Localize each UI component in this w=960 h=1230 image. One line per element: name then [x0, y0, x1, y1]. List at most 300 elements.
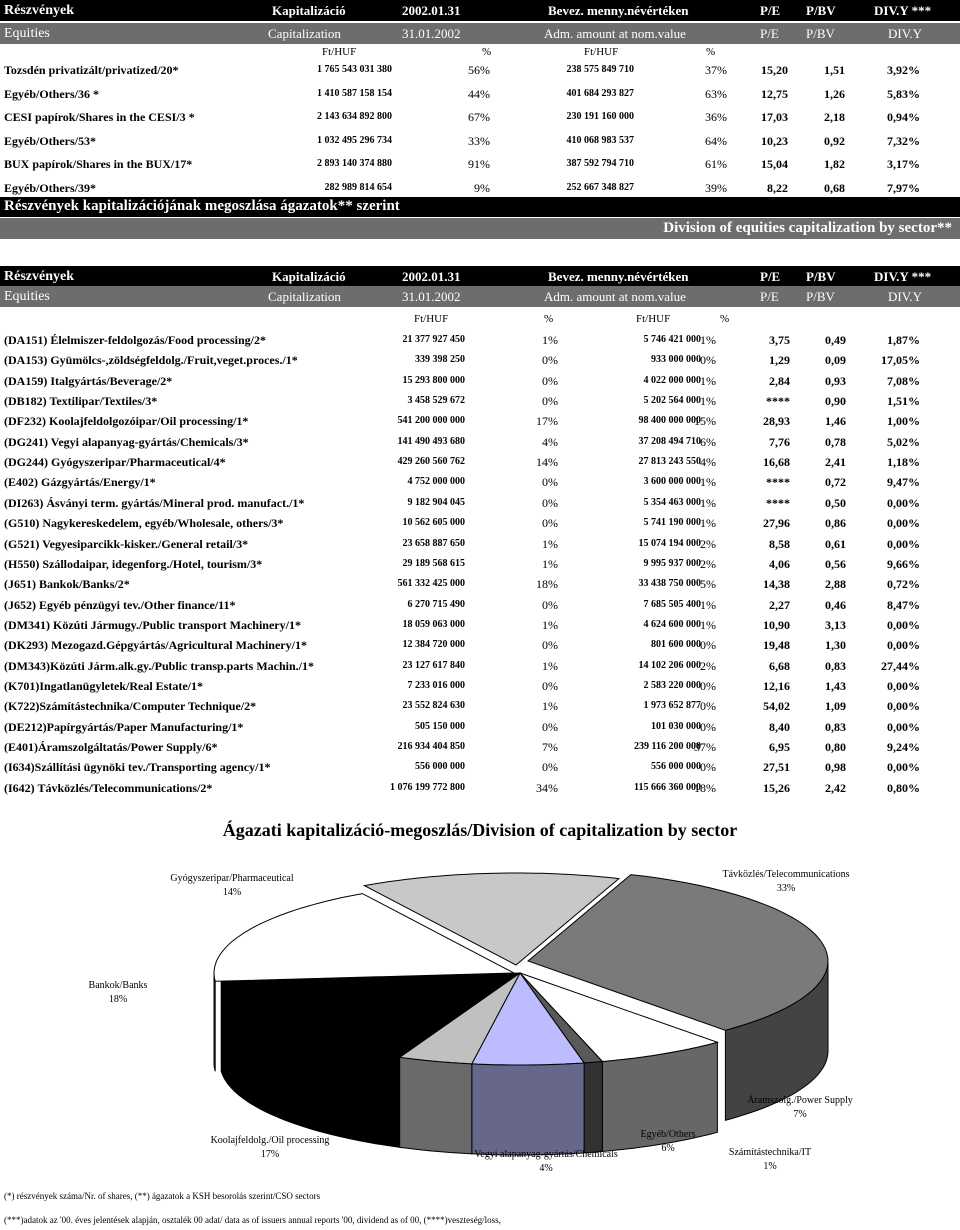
div-value: 5,83% — [887, 86, 920, 101]
pe-value: 19,48 — [763, 638, 790, 653]
cap-value: 15 293 800 000 — [402, 374, 465, 386]
unit-nom: Ft/HUF — [636, 313, 671, 325]
nom-value: 252 667 348 827 — [566, 181, 634, 193]
nom-pct: 63% — [705, 86, 727, 101]
div-value: 0,00% — [887, 516, 920, 531]
cap-pct: 0% — [542, 475, 558, 490]
row-label: (DA151) Élelmiszer-feldolgozás/Food processing/2* — [4, 333, 266, 347]
cap-pct: 34% — [536, 780, 558, 795]
pie-label — [180, 1134, 360, 1162]
cap-value: 9 182 904 045 — [407, 496, 465, 508]
div-value: 0,80% — [887, 780, 920, 795]
row-label: (DA153) Gyümölcs-,zöldségfeldolg./Fruit,veget.proces./1* — [4, 353, 298, 368]
pe-value: 17,03 — [761, 110, 788, 124]
row-label: (DB182) Textilipar/Textiles/3* — [4, 394, 158, 409]
cap-pct: 33% — [468, 133, 490, 148]
cap-pct: 7% — [542, 740, 558, 754]
pie-wall — [214, 973, 215, 1071]
cap-pct: 67% — [468, 110, 490, 124]
cap-pct: 0% — [542, 760, 558, 775]
header-pbv: P/BV — [806, 289, 835, 304]
pe-value: 28,93 — [763, 414, 790, 429]
cap-value: 3 458 529 672 — [407, 395, 465, 407]
cap-pct: 1% — [542, 699, 558, 714]
pbv-value: 0,90 — [825, 394, 846, 409]
nom-value: 4 022 000 000 — [643, 374, 701, 386]
cap-pct: 14% — [536, 455, 558, 470]
table-row — [0, 352, 960, 372]
table-row — [0, 156, 960, 176]
pe-value: 12,75 — [761, 86, 788, 101]
nom-pct: 6% — [700, 434, 716, 449]
cap-pct: 56% — [468, 63, 490, 77]
pbv-value: 2,41 — [825, 455, 846, 470]
pbv-value: 0,49 — [825, 333, 846, 347]
pbv-value: 1,46 — [825, 414, 846, 429]
unit-cap-pct: % — [544, 313, 554, 325]
div-value: 17,05% — [881, 353, 920, 368]
table-row — [0, 556, 960, 576]
nom-pct: 0% — [700, 678, 716, 693]
pbv-value: 0,98 — [825, 760, 846, 775]
nom-value: 5 746 421 000 — [643, 334, 701, 345]
section-subtitle-band — [0, 218, 960, 239]
div-value: 0,00% — [887, 719, 920, 734]
nom-pct: 0% — [700, 353, 716, 368]
nom-value: 401 684 293 827 — [566, 87, 634, 99]
nom-pct: 61% — [705, 157, 727, 171]
header-title: Equities — [4, 26, 50, 41]
pie-label-value: 4% — [539, 1163, 553, 1174]
row-label: (DE212)Papírgyártás/Paper Manufacturing/1* — [4, 719, 244, 734]
div-value: 0,94% — [887, 110, 920, 124]
table-row — [0, 576, 960, 596]
nom-pct: 1% — [700, 373, 716, 388]
div-value: 1,00% — [887, 414, 920, 429]
nom-value: 115 666 360 000 — [634, 781, 701, 793]
section-title-band — [0, 197, 960, 217]
header-pe: P/E — [760, 26, 779, 41]
pbv-value: 1,09 — [825, 699, 846, 714]
chart-title: Ágazati kapitalizáció-megoszlás/Division of capitalization by sector — [222, 820, 738, 840]
pbv-value: 1,82 — [824, 157, 845, 171]
pe-value: 8,58 — [769, 536, 790, 551]
div-value: 0,72% — [887, 577, 920, 592]
header-pe: P/E — [760, 3, 781, 18]
pe-value: 12,16 — [763, 678, 790, 693]
row-label: BUX papírok/Shares in the BUX/17* — [4, 157, 193, 171]
header-pbv: P/BV — [806, 26, 835, 41]
table-row — [0, 62, 960, 82]
table-row — [0, 536, 960, 556]
cap-pct: 0% — [542, 597, 558, 612]
div-value: 1,18% — [887, 455, 920, 470]
nom-value: 5 354 463 000 — [643, 496, 701, 508]
header-bevez: Adm. amount at nom.value — [544, 289, 686, 304]
div-value: 7,32% — [887, 133, 920, 148]
top-header-en — [0, 23, 960, 44]
pbv-value: 1,51 — [824, 63, 845, 77]
pe-value: 8,40 — [769, 719, 790, 734]
div-value: 1,87% — [887, 333, 920, 347]
pie-label-value: 18% — [108, 994, 128, 1005]
pie-label-name: Számítástechnika/IT — [728, 1147, 812, 1158]
row-label: (K722)Számítástechnika/Computer Technique/2* — [4, 699, 257, 714]
pie-label-value: 6% — [661, 1143, 675, 1154]
nom-value: 4 624 600 000 — [643, 618, 701, 630]
pbv-value: 0,72 — [825, 475, 846, 490]
row-label: (DG244) Gyógyszeripar/Pharmaceutical/4* — [4, 455, 226, 470]
nom-pct: 1% — [700, 333, 716, 347]
nom-pct: 36% — [705, 110, 727, 124]
div-value: 27,44% — [881, 658, 920, 673]
div-value: 1,51% — [887, 394, 920, 409]
pe-value: 27,96 — [763, 516, 790, 531]
table-row — [0, 474, 960, 494]
pe-value: 15,04 — [761, 157, 788, 171]
nom-value: 98 400 000 000 — [638, 415, 701, 427]
pie-label — [710, 1094, 890, 1122]
pie-label-name: Egyéb/Others — [640, 1129, 696, 1140]
cap-value: 23 552 824 630 — [402, 700, 465, 712]
nom-value: 33 438 750 000 — [638, 578, 701, 590]
cap-pct: 0% — [542, 516, 558, 531]
pe-value: **** — [766, 495, 790, 510]
pbv-value: 2,18 — [824, 110, 845, 124]
nom-pct: 4% — [700, 455, 716, 470]
header-div: DIV.Y *** — [874, 3, 932, 18]
row-label: (J652) Egyéb pénzügyi tev./Other finance/11* — [4, 597, 236, 612]
row-label: (G521) Vegyesiparcikk-kisker./General retail/3* — [4, 536, 249, 551]
div-value: 7,08% — [887, 373, 920, 388]
unit-nom-pct: % — [720, 313, 730, 325]
pe-value: 15,26 — [763, 780, 790, 795]
header-cap: Kapitalizáció — [272, 269, 346, 284]
table-row — [0, 373, 960, 393]
table-row — [0, 658, 960, 678]
header-cap: Capitalization — [268, 26, 341, 41]
sector-header-en — [0, 286, 960, 307]
pe-value: 7,76 — [769, 434, 790, 449]
pe-value: 6,68 — [769, 658, 790, 673]
table-row — [0, 698, 960, 718]
cap-value: 141 490 493 680 — [397, 435, 465, 447]
div-value: 0,00% — [887, 638, 920, 653]
cap-value: 12 384 720 000 — [402, 639, 465, 651]
cap-pct: 0% — [542, 719, 558, 734]
pie-label — [696, 868, 876, 896]
header-pbv: P/BV — [806, 3, 836, 18]
cap-value: 18 059 063 000 — [402, 618, 465, 630]
pbv-value: 2,88 — [825, 577, 846, 592]
cap-pct: 1% — [542, 556, 558, 571]
div-value: 9,47% — [887, 475, 920, 490]
pe-value: 54,02 — [763, 699, 790, 714]
header-pe: P/E — [760, 269, 781, 284]
row-label: CESI papírok/Shares in the CESI/3 * — [4, 110, 195, 124]
pbv-value: 0,68 — [824, 180, 845, 195]
nom-value: 556 000 000 — [651, 761, 701, 773]
header-title: Részvények — [4, 269, 74, 284]
pbv-value: 1,43 — [825, 678, 846, 693]
nom-pct: 37% — [694, 740, 716, 754]
nom-value: 933 000 000 — [651, 354, 701, 366]
pie-label — [142, 872, 322, 900]
nom-value: 7 685 505 400 — [643, 598, 701, 610]
cap-value: 7 233 016 000 — [407, 679, 465, 691]
cap-pct: 1% — [542, 536, 558, 551]
row-label: Egyéb/Others/53* — [4, 133, 96, 148]
pe-value: 27,51 — [763, 760, 790, 775]
nom-pct: 0% — [700, 638, 716, 653]
row-label: Egyéb/Others/36 * — [4, 86, 99, 101]
table-row — [0, 515, 960, 535]
cap-value: 1 076 199 772 800 — [390, 781, 465, 793]
row-label: (DG241) Vegyi alapanyag-gyártás/Chemicals/3* — [4, 434, 249, 449]
row-label: (DF232) Koolajfeldolgozóipar/Oil processing/1* — [4, 414, 249, 429]
cap-pct: 1% — [542, 658, 558, 673]
div-value: 0,00% — [887, 678, 920, 693]
div-value: 9,24% — [887, 740, 920, 754]
pbv-value: 0,83 — [825, 658, 846, 673]
nom-pct: 1% — [700, 617, 716, 632]
row-label: (DM343)Közúti Járm.alk.gy./Public transp.parts Machin./1* — [4, 658, 314, 673]
pe-value: 8,22 — [767, 180, 788, 195]
pe-value: 14,38 — [763, 577, 790, 592]
pe-value: 3,75 — [769, 333, 790, 347]
pe-value: **** — [766, 475, 790, 490]
div-value: 0,00% — [887, 617, 920, 632]
pie-wall — [472, 1063, 584, 1155]
cap-pct: 9% — [474, 180, 490, 195]
table-row — [0, 332, 960, 352]
nom-value: 37 208 494 710 — [638, 435, 701, 447]
cap-pct: 0% — [542, 373, 558, 388]
cap-pct: 17% — [536, 414, 558, 429]
table-row — [0, 780, 960, 800]
div-value: 3,17% — [887, 157, 920, 171]
header-title: Equities — [4, 289, 50, 304]
table-row — [0, 719, 960, 739]
table-row — [0, 393, 960, 413]
row-label: Egyéb/Others/39* — [4, 180, 96, 195]
row-label: (E401)Áramszolgáltatás/Power Supply/6* — [4, 740, 218, 754]
header-bevez: Adm. amount at nom.value — [544, 26, 686, 41]
nom-value: 230 191 160 000 — [566, 111, 634, 122]
cap-pct: 0% — [542, 394, 558, 409]
header-div: DIV.Y — [888, 26, 923, 41]
table-row — [0, 133, 960, 153]
footnote-2: (***)adatok az '00. éves jelentések alapján, osztalék 00 adat/ data as of issuers annual reports '00, dividend as of 00, (****)veszteség/loss, — [4, 1215, 501, 1225]
row-label: (E402) Gázgyártás/Energy/1* — [4, 475, 156, 490]
nom-pct: 2% — [700, 536, 716, 551]
header-pe: P/E — [760, 289, 779, 304]
pie-label-name: Áramszolg./Power Supply — [747, 1095, 853, 1106]
table-row — [0, 109, 960, 129]
row-label: (I634)Szállítási ügynöki tev./Transporting agency/1* — [4, 760, 271, 775]
row-label: (DI263) Ásványi term. gyártás/Mineral prod. manufact./1* — [4, 495, 305, 510]
cap-value: 2 893 140 374 880 — [317, 158, 392, 169]
unit-cap: Ft/HUF — [414, 313, 449, 325]
pbv-value: 0,56 — [825, 556, 846, 571]
nom-value: 14 102 206 000 — [638, 659, 701, 671]
pbv-value: 0,92 — [824, 133, 845, 148]
row-label: (J651) Bankok/Banks/2* — [4, 577, 130, 592]
nom-value: 5 741 190 000 — [643, 517, 701, 529]
table-row — [0, 637, 960, 657]
pie-label-name: Koolajfeldolg./Oil processing — [210, 1135, 330, 1146]
nom-value: 801 600 000 — [651, 639, 701, 651]
pbv-value: 0,78 — [825, 434, 846, 449]
header-pbv: P/BV — [806, 269, 836, 284]
cap-value: 23 658 887 650 — [402, 537, 465, 549]
cap-value: 1 410 587 158 154 — [317, 87, 392, 99]
pbv-value: 1,30 — [825, 638, 846, 653]
nom-pct: 64% — [705, 133, 727, 148]
nom-value: 239 116 200 000 — [634, 741, 701, 752]
sector-header-hu — [0, 266, 960, 287]
nom-pct: 1% — [700, 495, 716, 510]
nom-value: 9 995 937 000 — [643, 557, 701, 569]
table-row — [0, 617, 960, 637]
pie-label-value: 33% — [776, 883, 796, 894]
header-date: 31.01.2002 — [402, 26, 461, 41]
cap-pct: 44% — [468, 86, 490, 101]
pie-label-name: Bankok/Banks — [88, 980, 148, 991]
pbv-value: 0,50 — [825, 495, 846, 510]
table-row — [0, 413, 960, 433]
table-row — [0, 678, 960, 698]
nom-pct: 2% — [700, 556, 716, 571]
div-value: 0,00% — [887, 699, 920, 714]
cap-value: 429 260 560 762 — [397, 456, 465, 468]
cap-value: 1 032 495 296 734 — [317, 134, 392, 146]
cap-value: 339 398 250 — [415, 354, 465, 366]
unit-cap: Ft/HUF — [322, 46, 357, 58]
nom-pct: 39% — [705, 180, 727, 195]
div-value: 7,97% — [887, 180, 920, 195]
nom-value: 410 068 983 537 — [566, 134, 634, 146]
pie-label-value: 17% — [260, 1149, 280, 1160]
units-row — [0, 46, 960, 60]
pbv-value: 0,46 — [825, 597, 846, 612]
pe-value: 6,95 — [769, 740, 790, 754]
pie-wall — [400, 1057, 472, 1154]
nom-pct: 15% — [694, 414, 716, 429]
cap-pct: 18% — [536, 577, 558, 592]
cap-value: 1 765 543 031 380 — [317, 64, 392, 75]
section-title-hu: Részvények kapitalizációjának megoszlása ágazatok** szerint — [4, 198, 400, 214]
header-date: 2002.01.31 — [402, 269, 461, 284]
top-header-hu — [0, 0, 960, 21]
cap-value: 561 332 425 000 — [397, 578, 465, 590]
nom-pct: 0% — [700, 699, 716, 714]
pie-label-value: 14% — [222, 887, 242, 898]
header-div: DIV.Y — [888, 289, 923, 304]
pie-label — [456, 1148, 636, 1176]
sector-units-row — [0, 313, 960, 327]
pie-label — [28, 979, 208, 1007]
cap-pct: 0% — [542, 353, 558, 368]
header-title: Részvények — [4, 3, 74, 18]
nom-value: 3 600 000 000 — [643, 476, 701, 488]
cap-value: 23 127 617 840 — [402, 659, 465, 671]
cap-value: 21 377 927 450 — [402, 334, 465, 345]
pe-value: 2,27 — [769, 597, 790, 612]
cap-value: 10 562 605 000 — [402, 517, 465, 529]
unit-nom-pct: % — [706, 46, 716, 58]
row-label: (K701)Ingatlanügyletek/Real Estate/1* — [4, 678, 203, 693]
div-value: 0,00% — [887, 760, 920, 775]
table-row — [0, 495, 960, 515]
pbv-value: 0,86 — [825, 516, 846, 531]
header-bevez: Bevez. menny.névértéken — [548, 3, 689, 18]
table-row — [0, 86, 960, 106]
pie-label-name: Gyógyszeripar/Pharmaceutical — [170, 873, 294, 884]
pbv-value: 3,13 — [825, 617, 846, 632]
pbv-value: 0,61 — [825, 536, 846, 551]
cap-pct: 1% — [542, 617, 558, 632]
cap-value: 6 270 715 490 — [407, 598, 465, 610]
nom-pct: 0% — [700, 760, 716, 775]
pe-value: 10,90 — [763, 617, 790, 632]
pe-value: 10,23 — [761, 133, 788, 148]
row-label: (DK293) Mezogazd.Gépgyártás/Agricultural Machinery/1* — [4, 638, 307, 653]
footnote-1: (*) részvények száma/Nr. of shares, (**) ágazatok a KSH besorolás szerint/CSO sectors — [4, 1191, 321, 1201]
pbv-value: 1,26 — [824, 86, 845, 101]
cap-value: 556 000 000 — [415, 761, 465, 773]
unit-nom: Ft/HUF — [584, 46, 619, 58]
pbv-value: 0,09 — [825, 353, 846, 368]
nom-pct: 1% — [700, 516, 716, 531]
cap-value: 4 752 000 000 — [407, 476, 465, 488]
cap-value: 2 143 634 892 800 — [317, 111, 392, 122]
pbv-value: 0,93 — [825, 373, 846, 388]
div-value: 9,66% — [887, 556, 920, 571]
div-value: 3,92% — [887, 63, 920, 77]
header-div: DIV.Y *** — [874, 269, 932, 284]
table-row — [0, 454, 960, 474]
nom-pct: 37% — [705, 63, 727, 77]
pbv-value: 0,80 — [825, 740, 846, 754]
div-value: 8,47% — [887, 597, 920, 612]
pbv-value: 2,42 — [825, 780, 846, 795]
header-date: 2002.01.31 — [402, 3, 461, 18]
section-title-en: Division of equities capitalization by sector** — [663, 220, 952, 236]
table-row — [0, 434, 960, 454]
cap-value: 282 989 814 654 — [324, 181, 392, 193]
pbv-value: 0,83 — [825, 719, 846, 734]
div-value: 0,00% — [887, 536, 920, 551]
nom-value: 101 030 000 — [651, 720, 701, 732]
table-row — [0, 759, 960, 779]
cap-value: 216 934 404 850 — [397, 741, 465, 752]
nom-value: 387 592 794 710 — [566, 158, 634, 169]
row-label: (H550) Szállodaipar, idegenforg./Hotel, tourism/3* — [4, 556, 263, 571]
cap-pct: 4% — [542, 434, 558, 449]
cap-value: 541 200 000 000 — [397, 415, 465, 427]
nom-pct: 5% — [700, 577, 716, 592]
pie-label-name: Vegyi alapanyag-gyártás/Chemicals — [474, 1149, 618, 1160]
header-bevez: Bevez. menny.névértéken — [548, 269, 689, 284]
header-cap: Capitalization — [268, 289, 341, 304]
nom-pct: 2% — [700, 658, 716, 673]
pe-value: 1,29 — [769, 353, 790, 368]
div-value: 5,02% — [887, 434, 920, 449]
pe-value: 16,68 — [763, 455, 790, 470]
row-label: (DA159) Italgyártás/Beverage/2* — [4, 373, 173, 388]
nom-value: 1 973 652 877 — [643, 700, 701, 712]
